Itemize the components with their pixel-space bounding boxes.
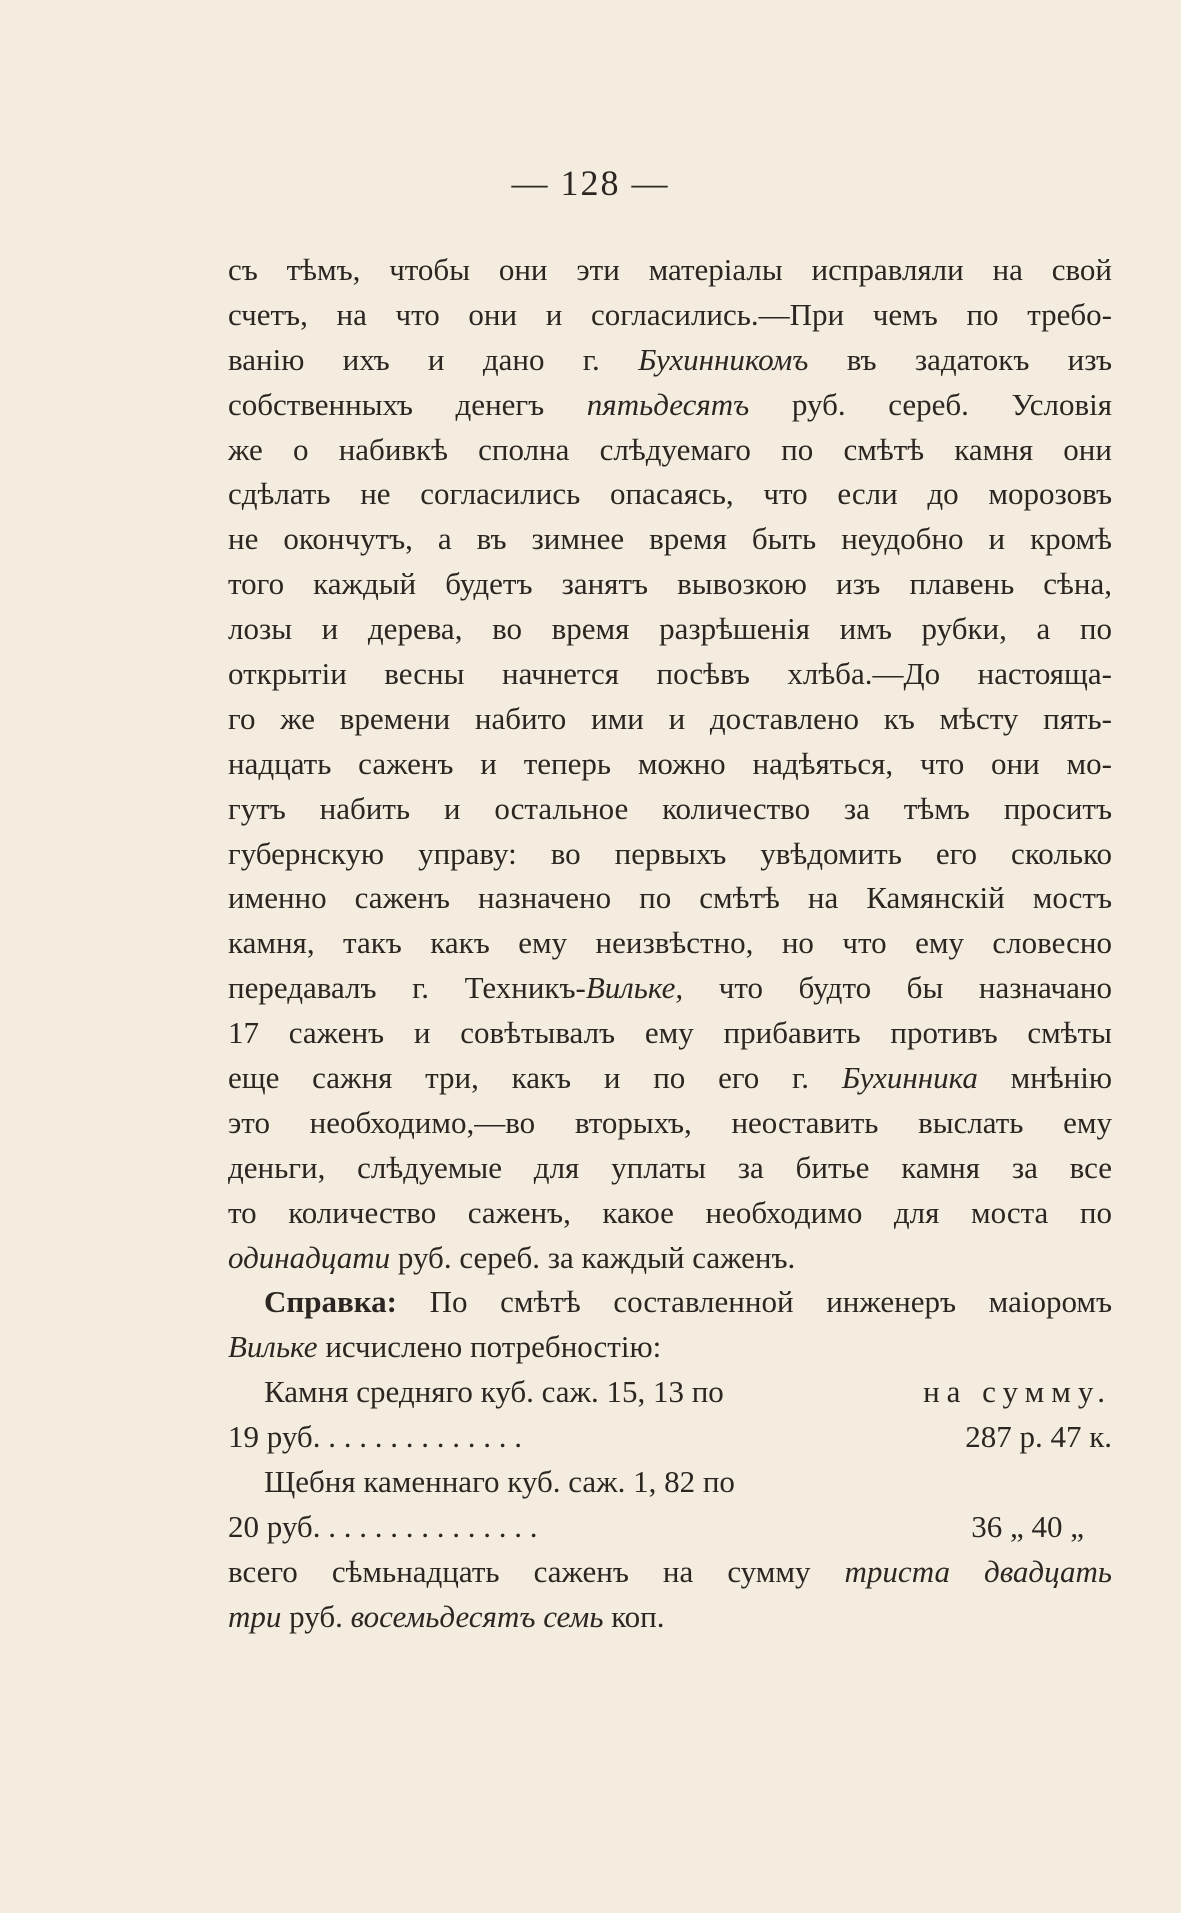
text-line bbox=[228, 1505, 1112, 1550]
text-line bbox=[228, 1415, 1112, 1460]
italic-name: Бухинника bbox=[841, 1060, 978, 1096]
text-span: Камня средняго куб. саж. 15, 13 по bbox=[264, 1374, 724, 1410]
text-line: лозы и дерева, во время разрѣшенія имъ рубки, а по bbox=[228, 611, 1112, 647]
italic-amount: три bbox=[228, 1598, 282, 1634]
italic-amount: одинадцати bbox=[228, 1239, 391, 1275]
text-span: По смѣтѣ составленной инженеръ маіоромъ bbox=[429, 1284, 1112, 1320]
page-number: — 128 — bbox=[511, 163, 670, 203]
text-line bbox=[228, 1236, 1112, 1281]
text-line: камня, такъ какъ ему неизвѣстно, но что ему словесно bbox=[228, 925, 1112, 961]
text-line: это необходимо,—во вторыхъ, неоставить выслать ему bbox=[228, 1104, 1112, 1140]
text-line bbox=[228, 1280, 1112, 1325]
text-span: всего сѣмьнадцать саженъ на сумму bbox=[228, 1553, 811, 1589]
text-line: го же времени набито ими и доставлено къ мѣсту пять- bbox=[228, 700, 1112, 736]
text-span: 20 руб. . . . . . . . . . . . . . . bbox=[228, 1508, 538, 1544]
italic-amount: триста двадцать bbox=[844, 1553, 1112, 1589]
text-line: съ тѣмъ, чтобы они эти матеріалы исправляли на свой bbox=[228, 252, 1112, 287]
text-line: деньги, слѣдуемые для уплаты за битье камня за все bbox=[228, 1149, 1112, 1185]
text-line: гутъ набить и остальное количество за тѣмъ проситъ bbox=[228, 790, 1112, 826]
italic-name: Бухинникомъ bbox=[638, 341, 809, 377]
italic-name: Вильке bbox=[228, 1329, 318, 1365]
text-span: собственныхъ денегъ bbox=[228, 386, 545, 422]
spaced-text: на сумму. bbox=[923, 1374, 1112, 1410]
italic-amount: восемьдесятъ семь bbox=[350, 1598, 604, 1634]
text-line bbox=[228, 383, 1112, 428]
body-text bbox=[228, 248, 1112, 1640]
text-span: руб. bbox=[289, 1598, 343, 1634]
text-line: счетъ, на что они и согласились.—При чемъ по требо- bbox=[228, 296, 1112, 332]
text-span: что будто бы назначано bbox=[718, 970, 1112, 1006]
text-line: открытіи весны начнется посѣвъ хлѣба.—До настояща- bbox=[228, 656, 1112, 692]
text-line: не окончутъ, а въ зимнее время быть неудобно и кромѣ bbox=[228, 521, 1112, 557]
text-line bbox=[228, 1325, 1112, 1370]
text-span: въ задатокъ изъ bbox=[846, 341, 1113, 377]
text-line: губернскую управу: во первыхъ увѣдомить его сколько bbox=[228, 835, 1112, 871]
text-span: исчислено потребностію: bbox=[325, 1329, 662, 1365]
text-span: мнѣнію bbox=[1010, 1060, 1113, 1096]
text-line bbox=[228, 966, 1112, 1011]
text-line: же о набивкѣ сполна слѣдуемаго по смѣтѣ камня они bbox=[228, 431, 1112, 467]
sum-value: 36 „ 40 „ bbox=[971, 1508, 1084, 1544]
text-span: руб. сереб. за каждый саженъ. bbox=[397, 1239, 796, 1275]
text-span: ванію ихъ и дано г. bbox=[228, 341, 600, 377]
text-span: передавалъ г. Техникъ- bbox=[228, 970, 586, 1006]
text-line: 17 саженъ и совѣтывалъ ему прибавить противъ смѣты bbox=[228, 1015, 1112, 1051]
text-line bbox=[228, 1370, 1112, 1415]
text-line bbox=[228, 338, 1112, 383]
text-span: коп. bbox=[611, 1598, 665, 1634]
text-line bbox=[228, 1056, 1112, 1101]
text-line: сдѣлать не согласились опасаясь, что если до морозовъ bbox=[228, 476, 1112, 512]
text-line: надцать саженъ и теперь можно надѣяться, что они мо- bbox=[228, 745, 1112, 781]
text-line: Щебня каменнаго куб. саж. 1, 82 по bbox=[264, 1464, 735, 1500]
italic-amount: пятьдесятъ bbox=[586, 386, 750, 422]
text-line bbox=[228, 1595, 1112, 1640]
italic-name: Вильке, bbox=[585, 970, 684, 1006]
text-line: именно саженъ назначено по смѣтѣ на Камянскій мостъ bbox=[228, 880, 1112, 916]
text-span: 19 руб. . . . . . . . . . . . . . bbox=[228, 1419, 522, 1455]
text-line: того каждый будетъ занятъ вывозкою изъ плавень сѣна, bbox=[228, 566, 1112, 602]
sum-value: 287 р. 47 к. bbox=[965, 1419, 1112, 1455]
text-span: руб. сереб. Условія bbox=[791, 386, 1112, 422]
reference-heading: Справка: bbox=[264, 1284, 397, 1320]
text-span: еще сажня три, какъ и по его г. bbox=[228, 1060, 810, 1096]
text-line bbox=[228, 1550, 1112, 1595]
text-line: то количество саженъ, какое необходимо для моста по bbox=[228, 1194, 1112, 1230]
